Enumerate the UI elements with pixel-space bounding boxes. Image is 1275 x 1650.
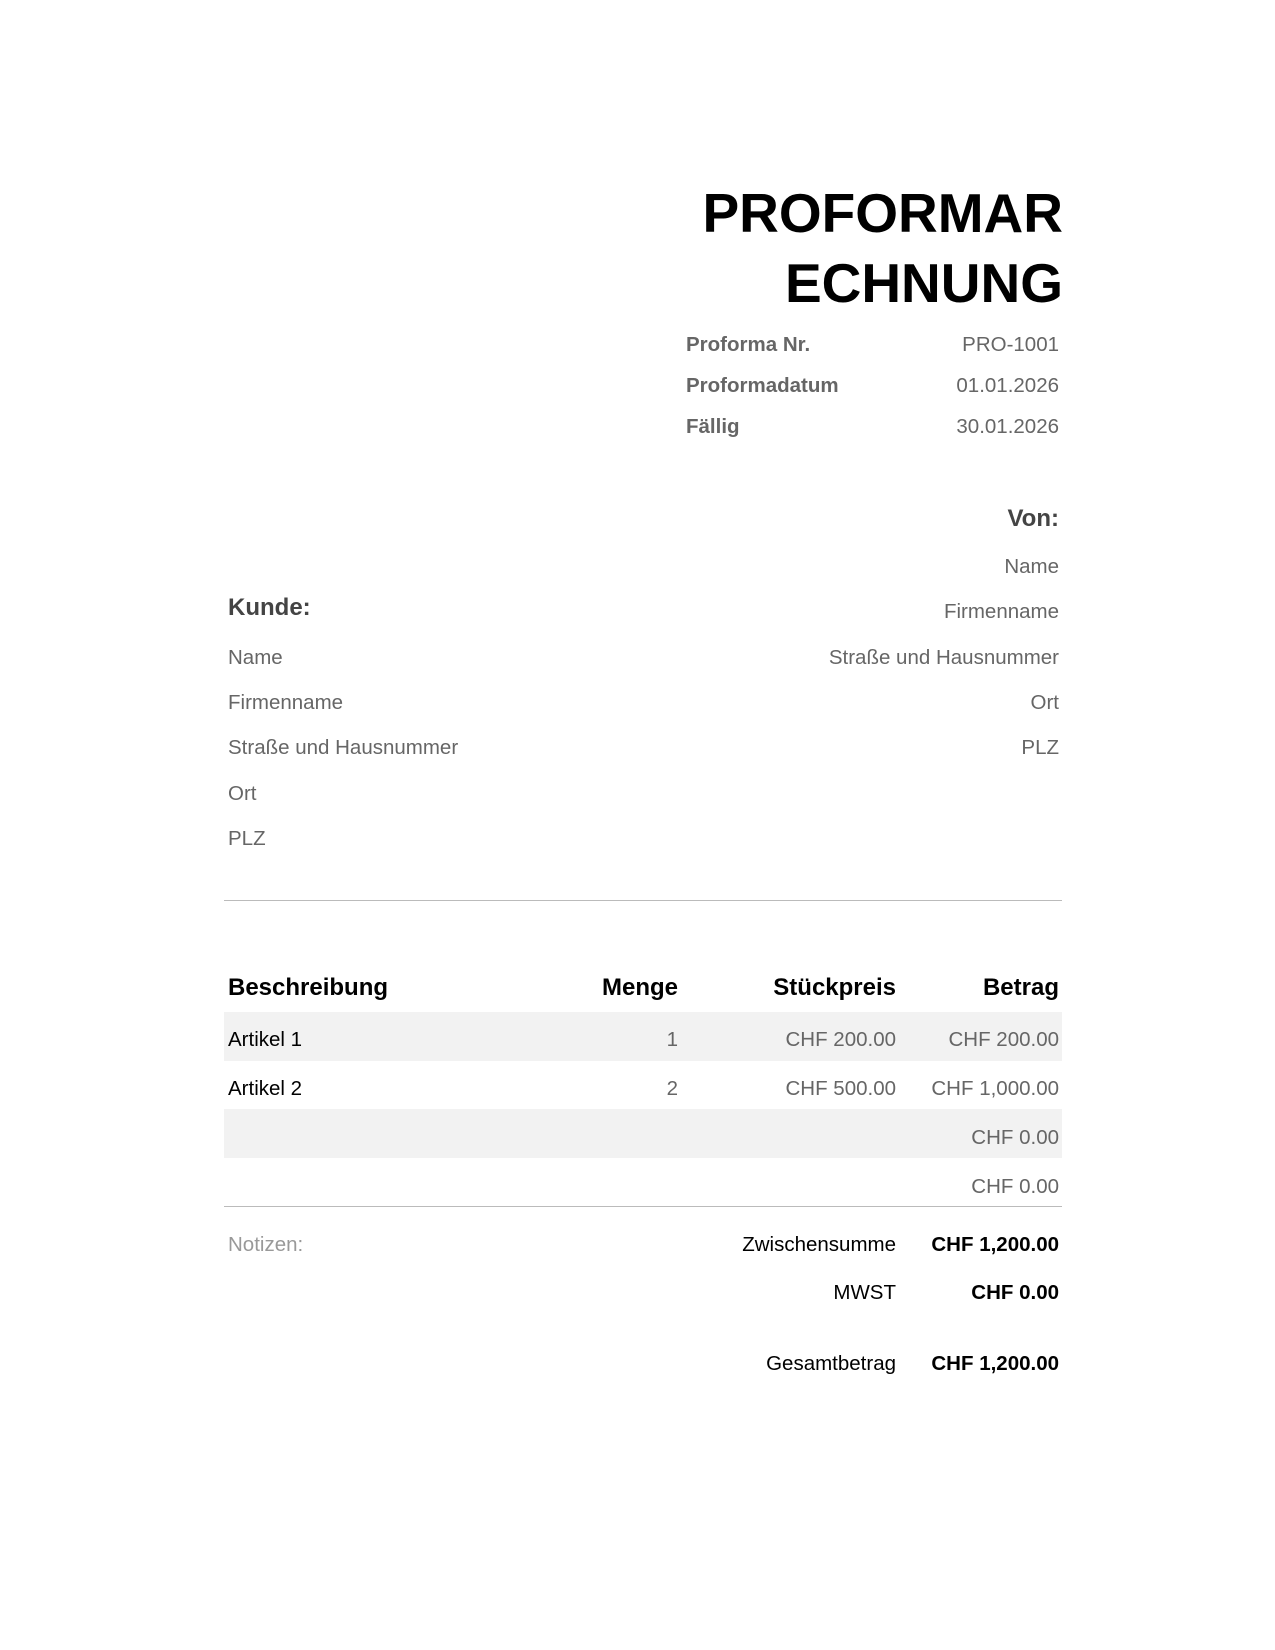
- customer-company: Firmenname: [228, 691, 344, 714]
- row-amount: CHF 0.00: [971, 1126, 1059, 1149]
- table-row-background: [224, 1012, 1062, 1061]
- sender-heading: Von:: [1007, 505, 1059, 532]
- customer-name: Name: [228, 646, 283, 669]
- row-amount: CHF 0.00: [971, 1175, 1059, 1198]
- total-label: Gesamtbetrag: [766, 1352, 896, 1375]
- sender-city: Ort: [1030, 691, 1059, 714]
- row-quantity: 1: [666, 1028, 678, 1051]
- row-description: Artikel 2: [228, 1077, 303, 1100]
- due-date-label: Fällig: [686, 415, 740, 438]
- row-description: Artikel 1: [228, 1028, 303, 1051]
- invoice-date-label: Proformadatum: [686, 374, 839, 397]
- invoice-number-value: PRO-1001: [962, 333, 1059, 356]
- tax-label: MWST: [833, 1281, 896, 1304]
- row-quantity: 2: [666, 1077, 678, 1100]
- tax-value: CHF 0.00: [971, 1281, 1059, 1304]
- sender-name: Name: [1004, 555, 1059, 578]
- invoice-number-label: Proforma Nr.: [686, 333, 811, 356]
- column-header-description: Beschreibung: [228, 974, 389, 1001]
- total-value: CHF 1,200.00: [931, 1352, 1059, 1375]
- row-unit-price: CHF 500.00: [785, 1077, 896, 1100]
- subtotal-value: CHF 1,200.00: [931, 1233, 1059, 1256]
- row-amount: CHF 200.00: [948, 1028, 1059, 1051]
- table-row-background: [224, 1109, 1062, 1158]
- row-amount: CHF 1,000.00: [931, 1077, 1059, 1100]
- column-header-unit-price: Stückpreis: [773, 974, 896, 1001]
- document-title-line-1: PROFORMAR: [702, 182, 1063, 244]
- customer-heading: Kunde:: [228, 594, 311, 621]
- document-title-line-2: ECHNUNG: [784, 252, 1063, 314]
- customer-street: Straße und Hausnummer: [228, 736, 459, 759]
- invoice-date-value: 01.01.2026: [956, 374, 1059, 397]
- table-bottom-rule: [224, 1206, 1062, 1207]
- customer-city: Ort: [228, 782, 257, 805]
- customer-zip: PLZ: [228, 827, 266, 850]
- row-unit-price: CHF 200.00: [785, 1028, 896, 1051]
- section-divider: [224, 900, 1062, 901]
- notes-label: Notizen:: [228, 1233, 304, 1256]
- subtotal-label: Zwischensumme: [742, 1233, 896, 1256]
- sender-street: Straße und Hausnummer: [828, 646, 1059, 669]
- sender-zip: PLZ: [1021, 736, 1059, 759]
- sender-company: Firmenname: [943, 600, 1059, 623]
- column-header-quantity: Menge: [601, 974, 678, 1001]
- column-header-amount: Betrag: [982, 974, 1059, 1001]
- due-date-value: 30.01.2026: [956, 415, 1059, 438]
